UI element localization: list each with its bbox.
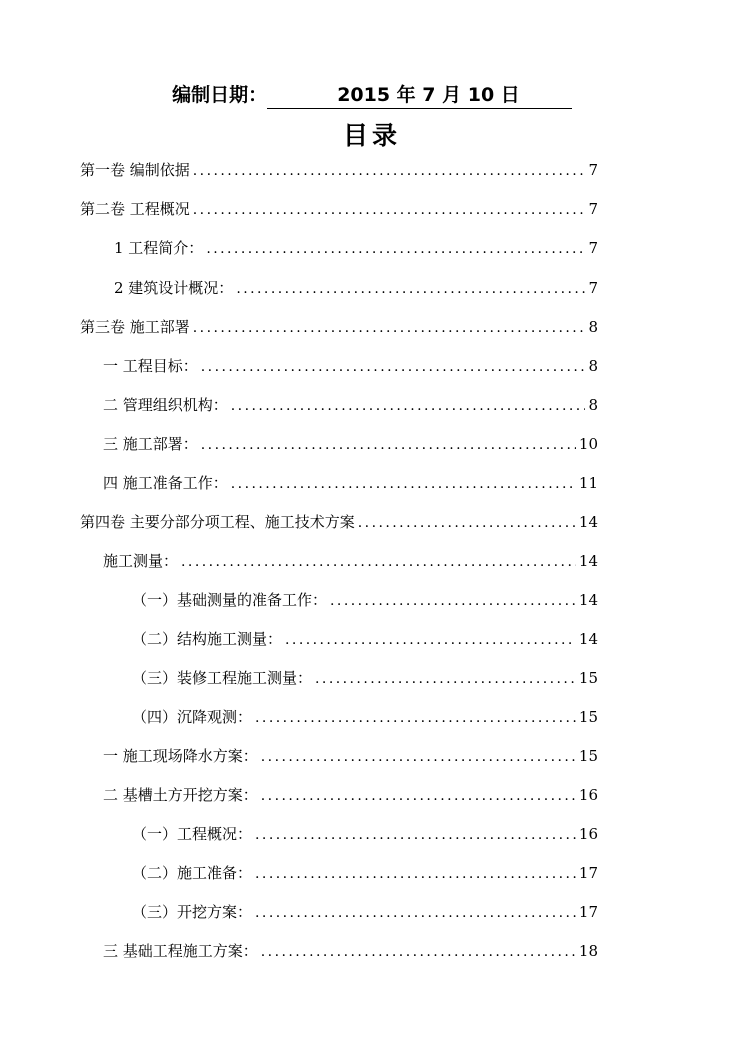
toc-dot-leader [236,277,585,301]
toc-entry-page: 7 [588,161,598,179]
toc-entry-label: （三）装修工程施工测量： [132,669,313,687]
toc-dot-leader [255,901,576,925]
toc-dot-leader [330,589,576,613]
toc-entry-page: 14 [578,630,598,648]
compile-date-value: 2015 年 7 月 10 日 [267,82,572,109]
toc-entry-page: 16 [578,825,598,843]
toc-dot-leader [231,394,586,418]
toc-dot-leader [358,511,576,535]
toc-entry-label: 第一卷 编制依据 [80,161,190,179]
toc-entry[interactable] [103,432,598,456]
toc-dot-leader [315,667,576,691]
toc-entry-label: （二）结构施工测量： [132,630,283,648]
toc-entry-page: 18 [578,942,598,960]
toc-entry[interactable] [103,393,598,417]
toc-dot-leader [206,237,585,261]
toc-entry-label: （二）施工准备： [132,864,253,882]
toc-entry[interactable] [132,666,598,690]
toc-dot-leader [201,433,576,457]
toc-entry-page: 11 [578,474,598,492]
toc-dot-leader [261,745,576,769]
toc-entry-page: 14 [578,591,598,609]
toc-dot-leader [181,550,576,574]
toc-entry-page: 8 [588,396,598,414]
toc-entry-page: 7 [588,279,598,297]
toc-entry[interactable] [114,276,598,300]
toc-entry-page: 16 [578,786,598,804]
toc-entry-label: 一 工程目标： [103,357,198,375]
toc-dot-leader [255,706,576,730]
toc-dot-leader [201,355,586,379]
toc-entry-page: 8 [588,357,598,375]
toc-entry[interactable] [80,158,598,182]
toc-entry-page: 15 [578,669,598,687]
compile-date-label: 编制日期： [172,84,268,106]
toc-dot-leader [193,159,586,183]
toc-entry-page: 8 [588,318,598,336]
toc-entry-label: （三）开挖方案： [132,903,253,921]
toc-entry[interactable] [103,549,598,573]
toc-entry-page: 17 [578,903,598,921]
toc-entry[interactable] [103,744,598,768]
toc-entry-label: 施工测量： [103,552,179,570]
toc-entry[interactable] [103,354,598,378]
compile-date-line [0,80,744,109]
toc-entry-page: 14 [578,513,598,531]
toc-entry-label: 1 工程简介： [114,239,204,257]
toc-entry-label: （一）工程概况： [132,825,253,843]
toc-entry-page: 7 [588,239,598,257]
toc-entry[interactable] [132,705,598,729]
toc-entry-label: 三 施工部署： [103,435,198,453]
toc-entry-label: 第四卷 主要分部分项工程、施工技术方案 [80,513,355,531]
toc-entry-label: 一 施工现场降水方案： [103,747,258,765]
toc-entry[interactable] [132,588,598,612]
toc-entry-page: 17 [578,864,598,882]
toc-entry[interactable] [80,315,598,339]
toc-entry[interactable] [132,861,598,885]
toc-entry-label: 二 基槽土方开挖方案： [103,786,258,804]
toc-entry-page: 15 [578,708,598,726]
toc-entry-label: 四 施工准备工作： [103,474,228,492]
toc-entry[interactable] [103,939,598,963]
toc-entry[interactable] [132,900,598,924]
toc-dot-leader [285,628,576,652]
toc-entry-label: （四）沉降观测： [132,708,253,726]
toc-entry-page: 14 [578,552,598,570]
toc-dot-leader [193,198,586,222]
toc-dot-leader [255,862,576,886]
toc-entry-label: 2 建筑设计概况： [114,279,234,297]
toc-dot-leader [261,940,576,964]
toc-entry[interactable] [80,197,598,221]
toc-entry[interactable] [114,236,598,260]
toc-entry-label: 二 管理组织机构： [103,396,228,414]
toc-entry-page: 10 [578,435,598,453]
toc-entry-page: 15 [578,747,598,765]
toc-entry[interactable] [103,471,598,495]
toc-entry-page: 7 [588,200,598,218]
toc-entry-label: （一）基础测量的准备工作： [132,591,328,609]
toc-entry-label: 三 基础工程施工方案： [103,942,258,960]
toc-entry-label: 第三卷 施工部署 [80,318,190,336]
toc-dot-leader [255,823,576,847]
toc-title: 目录 [342,121,401,150]
toc-dot-leader [261,784,576,808]
toc-entry[interactable] [132,822,598,846]
toc-entry[interactable] [80,510,598,534]
toc-dot-leader [231,472,576,496]
toc-entry-label: 第二卷 工程概况 [80,200,190,218]
toc-dot-leader [193,316,586,340]
toc-entry[interactable] [103,783,598,807]
toc-entry[interactable] [132,627,598,651]
